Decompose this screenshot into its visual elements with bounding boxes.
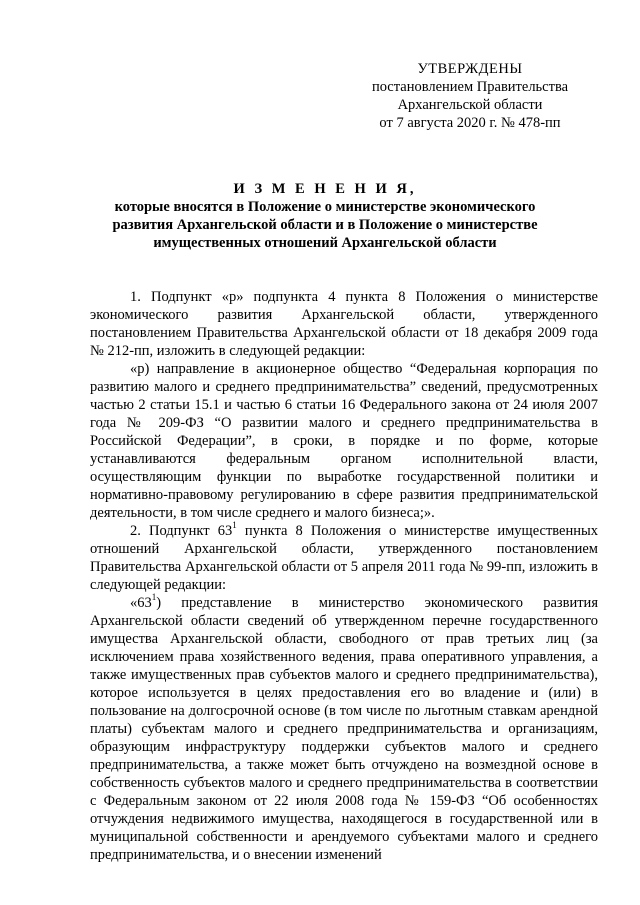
paragraph-4-start: «63 [130,595,152,611]
document-title: И З М Е Н Е Н И Я, [233,181,417,197]
paragraph-3-rest: пункта 8 Положения о министерстве имущественных отношений Архангельской области, утвержденного постановлением Правительства Архангельской области от 5 апреля 2011 года № 99-пп, изложить в следующей редакции: [90,523,598,593]
superscript-2: 1 [151,592,157,603]
paragraph-3-start: 2. Подпункт 63 [130,523,233,539]
document-heading [90,180,560,252]
document-body [90,288,598,864]
paragraph-1: 1. Подпункт «р» подпункта 4 пункта 8 Положения о министерстве экономического развития Архангельской области, утвержденного постановлением Правительства Архангельской области от 18 декабря 2009 года № 212-пп, изложить в следующей редакции: [90,289,598,359]
approval-line-2: Архангельской области [397,97,543,113]
paragraph-4 [90,594,598,864]
document-subtitle: которые вносятся в Положение о министерстве экономического развития Архангельской области и в Положение о министерстве имущественных отношений Архангельской области [112,199,538,251]
approval-line-3: от 7 августа 2020 г. № 478-пп [379,115,561,131]
approval-stamp [360,60,580,132]
superscript-1: 1 [232,520,237,531]
paragraph-3 [90,522,598,594]
approval-line-1: постановлением Правительства [371,79,569,95]
paragraph-4-rest: ) представление в министерство экономического развития Архангельской области сведений об утвержденном перечне государственного имущества Архангельской области, свободного от прав третьих лиц (за исключением права хозяйственного ведения, права оперативного управления, а также имущественных прав субъектов малого и среднего предпринимательства), которое используется в целях предоставления его во владение и (или) в пользование на долгосрочной основе (в том числе по льготным ставкам арендной платы) субъектам малого и среднего предпринимательства и организациям, образующим инфраструктуру поддержки субъектов малого и среднего предпринимательства, а также может быть отчуждено на возмездной основе в собственность субъектов малого и среднего предпринимательства в соответствии с Федеральным законом от 22 июля 2008 года № 159-ФЗ “Об особенностях отчуждения недвижимого имущества, находящегося в государственной или в муниципальной собственности и арендуемого субъектами малого и среднего предпринимательства, и о внесении изменений [90,595,598,863]
approval-title: УТВЕРЖДЕНЫ [417,61,523,77]
paragraph-2: «р) направление в акционерное общество “Федеральная корпорация по развитию малого и среднего предпринимательства” сведений, предусмотренных частью 2 статьи 15.1 и частью 6 статьи 16 Федерального закона от 24 июля 2007 года № 209-ФЗ “О развитии малого и среднего предпринимательства в Российской Федерации”, в сроки, в порядке и по форме, которые устанавливаются федеральным органом исполнительной власти, осуществляющим функции по выработке государственной политики и нормативно-правовому регулированию в сфере развития предпринимательской деятельности, в том числе среднего и малого бизнеса;». [90,361,598,521]
